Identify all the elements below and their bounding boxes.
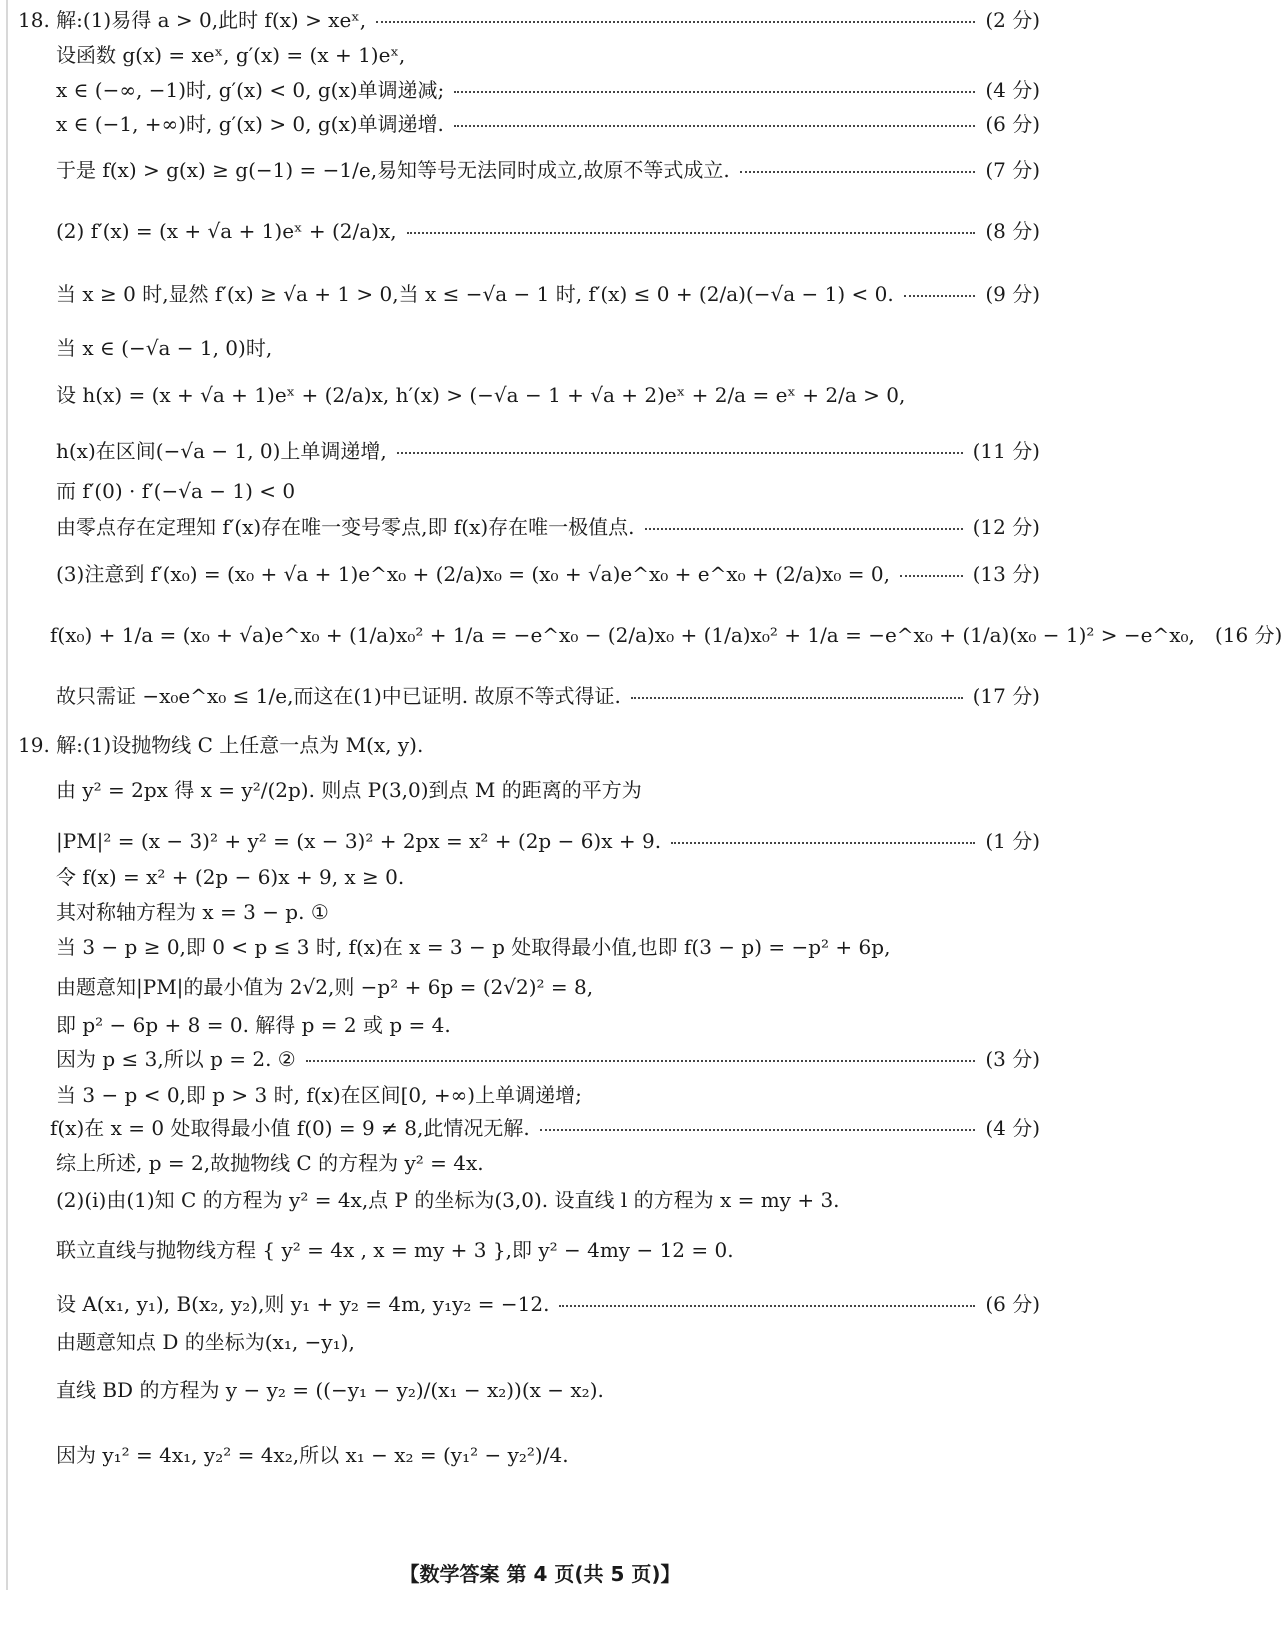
dot-leader <box>306 1060 976 1062</box>
line-text: 因为 y₁² = 4x₁, y₂² = 4x₂,所以 x₁ − x₂ = (y₁² − y₂²)/4. <box>56 1443 569 1467</box>
answer-line <box>56 1235 734 1265</box>
line-text: (2) f′(x) = (x + √a + 1)eˣ + (2/a)x, <box>56 219 397 243</box>
line-text: f(x)在 x = 0 处取得最小值 f(0) = 9 ≠ 8,此情况无解. <box>50 1116 530 1140</box>
dot-leader <box>397 452 963 454</box>
score-points: (6 分) <box>985 112 1040 136</box>
score-points: (4 分) <box>985 1116 1040 1140</box>
answer-line <box>56 75 1040 105</box>
dot-leader <box>407 232 976 234</box>
answer-line <box>56 109 1040 139</box>
answer-line <box>56 512 1040 542</box>
answer-line <box>56 897 329 927</box>
score-points: (4 分) <box>985 78 1040 102</box>
score-points: (1 分) <box>985 829 1040 853</box>
answer-line <box>56 1440 569 1470</box>
score-points: (17 分) <box>972 684 1040 708</box>
line-text: 于是 f(x) > g(x) ≥ g(−1) = −1/e,易知等号无法同时成立,故原不等式成立. <box>56 158 730 182</box>
answer-line <box>56 333 272 363</box>
answer-line <box>56 775 642 805</box>
score-points: (6 分) <box>985 1292 1040 1316</box>
line-text: 19. 解:(1)设抛物线 C 上任意一点为 M(x, y). <box>18 733 424 757</box>
answer-line <box>56 681 1040 711</box>
line-text: 故只需证 −x₀e^x₀ ≤ 1/e,而这在(1)中已证明. 故原不等式得证. <box>56 684 621 708</box>
answer-line <box>56 972 593 1002</box>
answer-line <box>56 826 1040 856</box>
answer-line <box>56 279 1040 309</box>
dot-leader <box>740 171 976 173</box>
line-text: 当 x ∈ (−√a − 1, 0)时, <box>56 336 273 360</box>
line-text: 直线 BD 的方程为 y − y₂ = ((−y₁ − y₂)/(x₁ − x₂))(x − x₂). <box>56 1378 604 1402</box>
answer-line <box>56 1289 1040 1319</box>
answer-line <box>56 1327 355 1357</box>
answer-line <box>56 1044 1040 1074</box>
answer-line <box>56 862 404 892</box>
line-text: 令 f(x) = x² + (2p − 6)x + 9, x ≥ 0. <box>56 865 405 889</box>
answer-line <box>56 1080 582 1110</box>
dot-leader <box>559 1305 975 1307</box>
line-text: 而 f′(0) · f′(−√a − 1) < 0 <box>56 479 296 503</box>
line-text: 18. 解:(1)易得 a > 0,此时 f(x) > xeˣ, <box>18 8 367 32</box>
line-text: f(x₀) + 1/a = (x₀ + √a)e^x₀ + (1/a)x₀² + 1/a = −e^x₀ − (2/a)x₀ + (1/a)x₀² + 1/a = −e^x₀ + (1/a)(x₀ − 1)² > −e^x₀, <box>50 623 1195 647</box>
score-points: (12 分) <box>972 515 1040 539</box>
line-text: 当 x ≥ 0 时,显然 f′(x) ≥ √a + 1 > 0,当 x ≤ −√a − 1 时, f′(x) ≤ 0 + (2/a)(−√a − 1) < 0. <box>56 282 894 306</box>
score-points: (16 分) <box>1214 623 1282 647</box>
dot-leader <box>645 528 963 530</box>
line-text: 联立直线与抛物线方程 { y² = 4x , x = my + 3 },即 y² − 4my − 12 = 0. <box>56 1238 734 1262</box>
line-text: 由零点存在定理知 f′(x)存在唯一变号零点,即 f(x)存在唯一极值点. <box>56 515 635 539</box>
answer-line <box>56 1010 451 1040</box>
line-text: 即 p² − 6p + 8 = 0. 解得 p = 2 或 p = 4. <box>56 1013 451 1037</box>
dot-leader <box>631 697 963 699</box>
page-edge <box>6 0 8 1590</box>
score-points: (9 分) <box>985 282 1040 306</box>
answer-line <box>56 1185 840 1215</box>
dot-leader <box>454 91 975 93</box>
line-text: h(x)在区间(−√a − 1, 0)上单调递增, <box>56 439 387 463</box>
dot-leader <box>540 1129 976 1131</box>
answer-line <box>56 1148 484 1178</box>
line-text: 由题意知点 D 的坐标为(x₁, −y₁), <box>56 1330 355 1354</box>
line-text: 设函数 g(x) = xeˣ, g′(x) = (x + 1)eˣ, <box>56 43 406 67</box>
answer-line <box>56 932 890 962</box>
answer-line <box>56 1375 604 1405</box>
line-text: 由 y² = 2px 得 x = y²/(2p). 则点 P(3,0)到点 M 的距离的平方为 <box>56 778 642 802</box>
dot-leader <box>904 295 976 297</box>
score-points: (2 分) <box>985 8 1040 32</box>
line-text: 因为 p ≤ 3,所以 p = 2. ② <box>56 1047 296 1071</box>
dot-leader <box>900 575 963 577</box>
line-text: (3)注意到 f′(x₀) = (x₀ + √a + 1)e^x₀ + (2/a)x₀ = (x₀ + √a)e^x₀ + e^x₀ + (2/a)x₀ = 0, <box>56 562 890 586</box>
answer-line <box>56 436 1040 466</box>
answer-line <box>56 559 1040 589</box>
answer-line <box>56 380 905 410</box>
answer-line <box>56 476 295 506</box>
line-text: (2)(ⅰ)由(1)知 C 的方程为 y² = 4x,点 P 的坐标为(3,0). 设直线 l 的方程为 x = my + 3. <box>56 1188 840 1212</box>
line-text: 当 3 − p < 0,即 p > 3 时, f(x)在区间[0, +∞)上单调递增; <box>56 1083 582 1107</box>
line-text: x ∈ (−∞, −1)时, g′(x) < 0, g(x)单调递减; <box>56 78 445 102</box>
line-text: 综上所述, p = 2,故抛物线 C 的方程为 y² = 4x. <box>56 1151 484 1175</box>
score-points: (11 分) <box>972 439 1040 463</box>
line-text: |PM|² = (x − 3)² + y² = (x − 3)² + 2px = x² + (2p − 6)x + 9. <box>56 829 662 853</box>
line-text: 其对称轴方程为 x = 3 − p. ① <box>56 900 329 924</box>
page-footer: 【数学答案 第 4 页(共 5 页)】 <box>399 1562 681 1586</box>
dot-leader <box>671 842 975 844</box>
answer-line <box>18 730 423 760</box>
answer-line <box>56 40 405 70</box>
answer-line <box>56 155 1040 185</box>
line-text: 由题意知|PM|的最小值为 2√2,则 −p² + 6p = (2√2)² = 8, <box>56 975 594 999</box>
score-points: (7 分) <box>985 158 1040 182</box>
line-text: x ∈ (−1, +∞)时, g′(x) > 0, g(x)单调递增. <box>56 112 444 136</box>
answer-line <box>18 5 1040 35</box>
dot-leader <box>454 125 975 127</box>
answer-line <box>50 620 1282 650</box>
line-text: 当 3 − p ≥ 0,即 0 < p ≤ 3 时, f(x)在 x = 3 − p 处取得最小值,也即 f(3 − p) = −p² + 6p, <box>56 935 891 959</box>
score-points: (3 分) <box>985 1047 1040 1071</box>
dot-leader <box>376 21 975 23</box>
answer-line <box>50 1113 1040 1143</box>
line-text: 设 h(x) = (x + √a + 1)eˣ + (2/a)x, h′(x) > (−√a − 1 + √a + 2)eˣ + 2/a = eˣ + 2/a > 0, <box>56 383 906 407</box>
score-points: (13 分) <box>972 562 1040 586</box>
line-text: 设 A(x₁, y₁), B(x₂, y₂),则 y₁ + y₂ = 4m, y₁y₂ = −12. <box>56 1292 550 1316</box>
answer-line <box>56 216 1040 246</box>
score-points: (8 分) <box>985 219 1040 243</box>
